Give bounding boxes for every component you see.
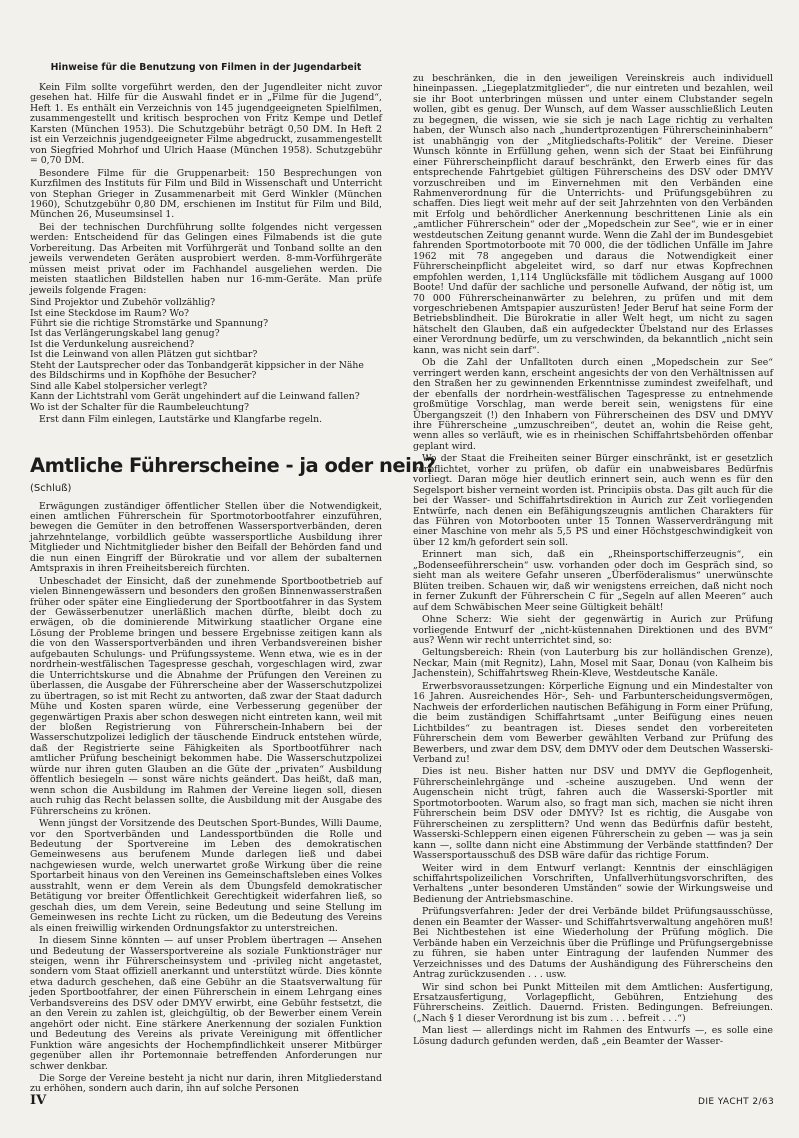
list-item: Führt sie die richtige Stromstärke und Spannung?: [30, 317, 269, 329]
article-paragraph: Erinnert man sich, daß ein „Rheinsportschifferzeugnis“, ein „Bodenseeführerschein“ usw. vorhanden oder doch im Gespräch sind, so sieht man als weitere Gefahr unseren „Überföderalismus“ unerwünschte Blüten treiben. Schauen wir, daß wir wenigstens erreichen, daß nicht noch in ferner Zukunft der Führerschein C für „Segeln auf allen Meeren“ auch auf dem Schwäbischen Meer seine Gültigkeit behält!: [413, 549, 773, 613]
page: [30, 62, 782, 1102]
article-paragraph: Weiter wird in dem Entwurf verlangt: Kenntnis der einschlägigen schiffahrtspolizeilichen Vorschriften, Unfallverhütungsvorschriften, des Verhaltens „unter besonderen Umständen“ sowie der Wirkungsweise und Bedienung der Antriebsmaschine.: [413, 862, 773, 905]
article-paragraph: Wo der Staat die Freiheiten seiner Bürger einschränkt, ist er gesetzlich verpflichtet, vorher zu prüfen, ob dafür ein unabweisbares Bedürfnis vorliegt. Daran möge hier deutlich erinnert sein, auch wenn es für den Segelsport bisher verneint worden ist. Principiis obsta. Das gilt auch für die bei der Wasser- und Schiffahrtsdirektion in Aurich zur Zeit vorliegenden Entwürfe, nach denen ein Befähigungszeugnis amtlichen Charakters für das Führen von Motorbooten unter 15 Tonnen Wasserverdrängung mit einer Maschine von mehr als 5,5 PS und einer Höchstgeschwindigkeit von über 12 km/h gefordert sein soll.: [413, 453, 773, 548]
paragraph: Kein Film sollte vorgeführt werden, den der Jugendleiter nicht zuvor gesehen hat. Hilfe für die Auswahl findet er in „Filme für die Jugend“, Heft 1. Es enthält ein Verzeichnis von 145 jugendgeeigneten Spielfilmen, zusammengestellt und kritisch besprochen von Fritz Kempe und Detlef Karsten (München 1953). Die Schutzgebühr beträgt 0,50 DM. In Heft 2 ist ein Verzeichnis jugendgeeigneter Filme abgedruckt, zusammengestellt von Siegfried Mohrhof und Ulrich Haase (München 1958). Schutzgebühr = 0,70 DM.: [30, 82, 382, 167]
list-item: Sind Projektor und Zubehör vollzählig?: [30, 297, 216, 309]
page-number: IV: [30, 1093, 47, 1108]
article-paragraph: Prüfungsverfahren: Jeder der drei Verbände bildet Prüfungsausschüsse, denen ein Beamter der Wasser- und Schiffahrtsverwaltung angehören muß! Bei Nichtbestehen ist eine Wiederholung der Prüfung möglich. Die Verbände haben ein Verzeichnis über die Prüflinge und Prüfungsergebnisse zu führen, sie haben unter Eintragung der laufenden Nummer des Verzeichnisses und des Datums der Aushändigung des Führerscheins den Antrag zurückzusenden . . . usw.: [413, 906, 773, 981]
article-paragraph: Wir sind schon bei Punkt Mitteilen mit dem Amtlichen: Ausfertigung, Ersatzausfertigung, Vorlagepflicht, Gebühren, Entziehung des Führerscheins. Zeitlich. Dauernd. Fristen. Bedingungen. Befreiungen. („Nach § 1 dieser Verordnung ist bis zum . . . befreit . . .“): [413, 981, 773, 1024]
question-list: [30, 298, 382, 413]
right-column: [413, 74, 773, 1049]
article-paragraph: Man liest — allerdings nicht im Rahmen des Entwurfs —, es solle eine Lösung dadurch gefunden werden, daß „ein Beamter der Wasser-: [413, 1025, 773, 1047]
list-item: Sind alle Kabel stolpersicher verlegt?: [30, 380, 208, 392]
article-paragraph: Dies ist neu. Bisher hatten nur DSV und DMYV die Gepflogenheit, Führerscheinlehrgänge und -scheine auszugeben. Und wenn der Augenschein nicht trügt, fahren auch die Wasserski-Sportler mit Sportmotorbooten. Warum also, so fragt man sich, machen sie nicht ihren Führerschein beim DSV oder DMYV? Ist es richtig, die Ausgabe von Führerscheinen zu zersplittern? Und wenn das Bedürfnis dafür besteht, Wasserski-Schleppern einen eigenen Führerschein zu geben — was ja sein kann —, sollte dann nicht eine Abstimmung der Verbände stattfinden? Der Wassersportausschuß des DSB wäre dafür das richtige Forum.: [413, 766, 773, 862]
article-paragraph: Geltungsbereich: Rhein (von Lauterburg bis zur holländischen Grenze), Neckar, Main (mit Regnitz), Lahn, Mosel mit Saar, Donau (von Kalheim bis Jachenstein), Schiffahrtsweg Rhein-Kleve, Westdeutsche Kanäle.: [413, 647, 773, 680]
list-item: Ist die Verdunkelung ausreichend?: [30, 338, 195, 350]
article-paragraph: Erwerbsvoraussetzungen: Körperliche Eignung und ein Mindestalter von 16 Jahren. Ausreichendes Hör-, Seh- und Farbunterscheidungsvermögen, Nachweis der erforderlichen nautischen Befähigung in Form einer Prüfung, die beim zuständigen Schiffahrtsamt „unter Beifügung eines neuen Lichtbildes“ zu beantragen ist. Dieses sendet den vorbereiteten Führerschein dem vom Bewerber gewählten Verband zur Prüfung des Bewerbers, und zwar dem DSV, dem DMYV oder dem Deutschen Wasserski-Verband zu!: [413, 680, 773, 765]
list-item: Steht der Lautsprecher oder das Tonbandgerät kippsicher in der Nähe des Bildschirms und in Kopfhöhe der Besucher?: [30, 359, 364, 382]
article-paragraph: Erwägungen zuständiger öffentlicher Stellen über die Notwendigkeit, einen amtlichen Führerschein für Sportmotorbootfahrer einzuführen, bewegen die Gemüter in den betroffenen Wassersportverbänden, deren jahrzehntelange, vorbildlich geübte wassersportliche Ausbildung ihrer Mitglieder und Nichtmitglieder bisher den Beifall der Behörden fand und die nun einen Eingriff der Bürokratie und vor allem der subalternen Amtspraxis in ihren Freiheitsbereich fürchten.: [30, 500, 382, 575]
list-item: Ist eine Steckdose im Raum? Wo?: [30, 307, 190, 319]
closing-line: Erst dann Film einlegen, Lautstärke und Klangfarbe regeln.: [39, 414, 323, 426]
list-item: Ist die Leinwand von allen Plätzen gut sichtbar?: [30, 349, 258, 361]
list-item: Kann der Lichtstrahl vom Gerät ungehindert auf die Leinwand fallen?: [30, 391, 360, 403]
list-item: Wo ist der Schalter für die Raumbeleuchtung?: [30, 401, 250, 413]
article-paragraph: Die Sorge der Vereine besteht ja nicht nur darin, ihren Mitgliederstand zu erhöhen, sondern auch darin, ihn auf solche Personen: [30, 1072, 382, 1095]
article-paragraph: Wenn jüngst der Vorsitzende des Deutschen Sport-Bundes, Willi Daume, vor den Sportverbänden und Landessportbünden die Rolle und Bedeutung der Sportvereine im Leben des demokratischen Gemeinwesens aus berufenem Munde darlegen ließ und dabei nachgewiesen wurde, welch unerwartet große Wirkung über die reine Sportarbeit hinaus von den Vereinen ins Gemeinschaftsleben eines Volkes ausstrahlt, wenn er dem Verein als dem Übungsfeld demokratischer Betätigung vor breiter Öffentlichkeit Gerechtigkeit widerfahren ließ, so geschah dies, um dem Verein, seine Bedeutung und seine Stellung im Gemeinwesen ins rechte Licht zu rücken, um die Bedeutung des Vereins als einen freiwillig wirkenden Ordnungsfaktor zu unterstreichen.: [30, 818, 382, 934]
article-paragraph: Unbeschadet der Einsicht, daß der zunehmende Sportbootbetrieb auf vielen Binnengewässern und besonders den großen Binnenwasserstraßen früher oder später eine Eingliederung der Sportbootfahrer in das System der Gewässerbenutzer unerläßlich machen dürfte, bleibt doch zu erwägen, ob die dominierende Mitwirkung staatlicher Organe eine Lösung der Probleme bringen und bessere Ergebnisse zeitigen kann als die von den Wassersportverbänden und ihren Verbandsvereinen bisher aufgebauten Schulungs- und Prüfungssysteme. Wenn etwa, wie es in der nordrhein-westfälischen Tagespresse geschah, vorgeschlagen wird, zwar die Unterrichtskurse und die Abnahme der Prüfungen den Vereinen zu überlassen, die Ausgabe der Führerscheine aber der Wasserschutzpolizei zu übertragen, so ist mit Recht zu antworten, daß zwar der Staat dadurch Mühe und Kosten sparen würde, eine Verbesserung gegenüber der gegenwärtigen Praxis aber schon deswegen nicht eintreten kann, weil mit der bloßen Registrierung von Führerschein-Inhabern bei der Wasserschutzpolizei lediglich der täuschende Eindruck entstehen würde, daß der Registrierte seine Fähigkeiten als Sportbootführer nach amtlicher Prüfung bescheinigt bekommen habe. Die Wasserschutzpolizei würde nur ihren guten Glauben an die Güte der „privaten“ Ausbildung öffentlich besiegeln — sonst wäre nichts geändert. Das heißt, daß man, wenn schon die Ausbildung im Rahmen der Vereine liegen soll, diesen auch ruhig das Recht belassen sollte, die Ausbildung mit der Ausgabe des Führerscheins zu krönen.: [30, 575, 382, 817]
list-item: Ist das Verlängerungskabel lang genug?: [30, 328, 220, 340]
paragraph: Bei der technischen Durchführung sollte folgendes nicht vergessen werden: Entscheidend für das Gelingen eines Filmabends ist die gute Vorbereitung. Das Arbeiten mit Vorführgerät und Tonband sollte an den jeweils verwendeten Geräten ausprobiert werden. 8-mm-Vorführgeräte müssen meist privat oder im Fachhandel ausgeliehen werden. Die meisten staatlichen Bildstellen haben nur 16-mm-Geräte. Man prüfe jeweils folgende Fragen:: [30, 221, 382, 296]
section-heading: Hinweise für die Benutzung von Filmen in der Jugendarbeit: [50, 62, 362, 73]
article-paragraph: In diesem Sinne könnten — auf unser Problem übertragen — Ansehen und Bedeutung der Wassersportvereine als soziale Funktionsträger nur steigen, wenn ihr Führerscheinsystem und -privileg nicht angetastet, sondern vom Staat offiziell anerkannt und unterstützt würde. Dies könnte etwa dadurch geschehen, daß eine Gebühr an die Staatsverwaltung für jeden Sportbootfahrer, der einen Führerschein in einem Lehrgang eines Verbandsvereins des DSV oder DMYV erwirbt, eine Gebühr festsetzt, die an den Verein zu zahlen ist, gleichgültig, ob der Bewerber einem Verein angehört oder nicht. Eine stärkere Anerkennung der sozialen Funktion und Bedeutung des Vereins als private Vereinigung mit öffentlicher Funktion wäre angesichts der Hochempfindlichkeit unserer Mitbürger gegenüber allen ihr Portemonnaie betreffenden Anforderungen nur schwer denkbar.: [30, 935, 382, 1072]
article-paragraph: Ob die Zahl der Unfalltoten durch einen „Mopedschein zur See“ verringert werden kann, erscheint angesichts der von den Verhältnissen auf den Straßen her zu gewinnenden Erkenntnisse zumindest zweifelhaft, und der ebenfalls der nordrhein-westfälischen Tagespresse zu entnehmende großmütige Vorschlag, man werde bereit sein, wenigstens für eine Übergangszeit (!) den Inhabern von Führerscheinen des DSV und DMYV ihre Führerscheine „umzuschreiben“, deutet an, wohin die Reise geht, wenn alles so verläuft, wie es in rheinischen Schiffahrtsbehörden offenbar geplant wird.: [413, 357, 774, 452]
paragraph: Besondere Filme für die Gruppenarbeit: 150 Besprechungen von Kurzfilmen des Instituts für Film und Bild in Wissenschaft und Unterricht von Stephan Grieger in Zusammenarbeit mit Gerd Winkler (München 1960), Schutzgebühr 0,80 DM, erschienen im Institut für Film und Bild, München 26, Museumsinsel 1.: [30, 167, 382, 221]
article-title: Amtliche Führerscheine - ja oder nein?: [30, 453, 436, 477]
article-subtitle: (Schluß): [30, 482, 72, 494]
article-paragraph: zu beschränken, die in den jeweiligen Vereinskreis auch individuell hineinpassen. „Liegeplatzmitglieder“, die nur eintreten und bezahlen, weil sie ihr Boot unterbringen müssen und unter einem Clubstander segeln wollen, gibt es genug. Der Wunsch, auf dem Wasser ausschließlich Leuten zu begegnen, die wissen, wie sie sich je nach Lage richtig zu verhalten haben, der Wunsch also nach „hundertprozentigen Führerscheininhabern“ ist unabhängig von der „Mitgliedschafts-Politik“ der Vereine. Dieser Wunsch könnte in Erfüllung gehen, wenn sich der Staat bei Einführung einer Führerscheinpflicht darauf beschränkt, den Erwerb eines für das entsprechende Fahrtgebiet gültigen Führerscheins des DSV oder DMYV vorzuschreiben und im Einvernehmen mit den Verbänden eine Rahmenverordnung für die Unterrichts- und Prüfungsgebühren zu schaffen. Dies liegt weit mehr auf der seit Jahrzehnten von den Verbänden mit Erfolg und behördlicher Anerkennung beschrittenen Linie als ein „amtlicher Führerschein“ oder der „Mopedschein zur See“, wie er in einer westdeutschen Zeitung genannt wurde. Wenn die Zahl der im Bundesgebiet fahrenden Sportmotorboote mit 70 000, die der tödlichen Unfälle im Jahre 1962 mit 78 angegeben und daraus die Notwendigkeit einer Führerscheinpflicht abgeleitet wird, so darf nur etwas Kopfrechnen empfohlen werden, 1,114 Unglücksfälle mit tödlichem Ausgang auf 1000 Boote! Und dafür der sachliche und personelle Aufwand, der nötig ist, um 70 000 Führerscheinanwärter zu belehren, zu prüfen und mit dem vorgeschriebenen Amtspapier auszurüsten! Jeder Beruf hat seine Form der Betriebsblindheit. Die Bürokratie in aller Welt hegt, um nicht zu sagen hätschelt den Glauben, daß ein aufgedeckter Übelstand nur des Erlasses einer Verordnung bedürfe, um zu verschwinden, da bekanntlich „nicht sein kann, was nicht sein darf“.: [413, 73, 773, 356]
magazine-footer: DIE YACHT 2/63: [698, 1097, 775, 1107]
article-paragraph: Ohne Scherz: Wie sieht der gegenwärtig in Aurich zur Prüfung vorliegende Entwurf der „nicht-küstennahen Direktionen und des BVM“ aus? Wenn wir recht unterrichtet sind, so:: [413, 614, 773, 647]
left-column: [30, 62, 436, 1097]
